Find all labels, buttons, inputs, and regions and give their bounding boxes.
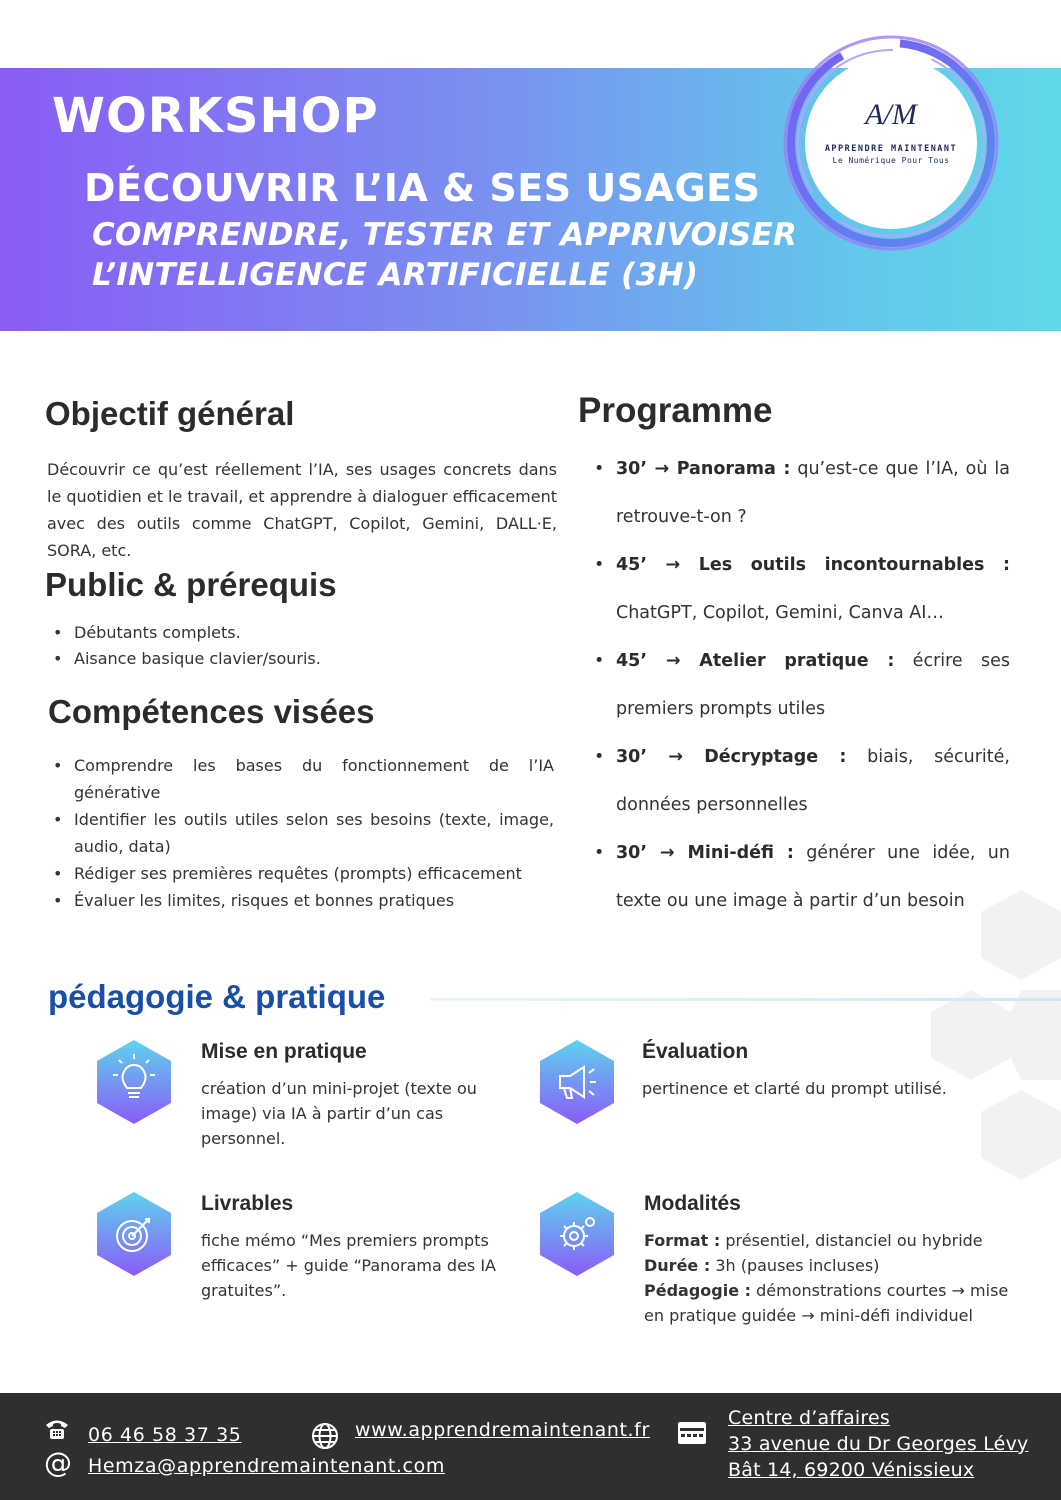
programme-item: • 30’ → Décryptage : biais, sécurité, données personnelles [594, 733, 1010, 829]
logo-tagline: Le Numérique Pour Tous [832, 156, 950, 165]
logo-name: APPRENDRE MAINTENANT [824, 144, 958, 154]
hexagon-pattern [911, 890, 1061, 1230]
mise-text: création d’un mini-projet (texte ou image) via IA à partir d’un cas personnel. [201, 1079, 477, 1148]
programme-item: • 45’ → Atelier pratique : écrire ses premiers prompts utiles [594, 637, 1010, 733]
logo-text [778, 100, 1004, 165]
programme-list [594, 445, 1010, 925]
public-heading: Public & prérequis [45, 566, 337, 603]
livrables-title: Livrables [201, 1192, 294, 1215]
mise-title: Mise en pratique [201, 1040, 367, 1063]
programme-item: • 45’ → Les outils incontournables : ChatGPT, Copilot, Gemini, Canva AI… [594, 541, 1010, 637]
objectif-text: Découvrir ce qu’est réellement l’IA, ses usages concrets dans le quotidien et le travail, et apprendre à dialoguer efficacement avec des outils comme ChatGPT, Copilot, Gemini, DALL·E, SORA, etc. [47, 460, 557, 560]
logo-monogram: A/M [865, 98, 917, 131]
competences-heading: Compétences visées [48, 693, 375, 730]
pedagogie-heading: pédagogie & pratique [48, 978, 386, 1015]
at-icon: @ [44, 1446, 72, 1479]
building-icon [677, 1420, 707, 1446]
evaluation-text: pertinence et clarté du prompt utilisé. [642, 1079, 947, 1098]
public-list [47, 620, 557, 672]
livrables-text: fiche mémo “Mes premiers prompts efficaces” + guide “Panorama des IA gratuites”. [201, 1231, 496, 1300]
footer-phone[interactable]: 06 46 58 37 35 [88, 1424, 242, 1446]
phone-icon [44, 1418, 70, 1440]
modalites-pedagogie: Pédagogie : démonstrations courtes → mise en pratique guidée → mini-défi individuel [644, 1281, 1009, 1325]
globe-icon [311, 1422, 339, 1450]
modalites-text [644, 1228, 1024, 1328]
megaphone-icon [540, 1040, 614, 1124]
modalites-format: Format : présentiel, distanciel ou hybride [644, 1231, 983, 1250]
list-item: • Identifier les outils utiles selon ses besoins (texte, image, audio, data) [47, 806, 554, 860]
workshop-subtitle: COMPRENDRE, TESTER ET APPRIVOISER L’INTELLIGENCE ARTIFICIELLE (3H) [92, 217, 798, 293]
modalites-duree: Durée : 3h (pauses incluses) [644, 1256, 880, 1275]
footer-address[interactable]: Centre d’affaires 33 avenue du Dr Georges Lévy Bât 14, 69200 Vénissieux [728, 1407, 1029, 1481]
programme-item: • 30’ → Panorama : qu’est-ce que l’IA, où la retrouve-t-on ? [594, 445, 1010, 541]
list-item: • Évaluer les limites, risques et bonnes pratiques [47, 887, 554, 914]
footer-website[interactable]: www.apprendremaintenant.fr [355, 1419, 650, 1441]
programme-item: • 30’ → Mini-défi : générer une idée, un texte ou une image à partir d’un besoin [594, 829, 1010, 925]
evaluation-title: Évaluation [642, 1040, 749, 1063]
workshop-label: WORKSHOP [52, 88, 379, 144]
section-divider [430, 998, 1061, 1001]
target-icon [97, 1192, 171, 1276]
programme-heading: Programme [578, 391, 773, 430]
list-item: • Débutants complets. [47, 620, 557, 646]
list-item: • Comprendre les bases du fonctionnement de l’IA générative [47, 752, 554, 806]
list-item: • Rédiger ses premières requêtes (prompts) efficacement [47, 860, 554, 887]
objectif-heading: Objectif général [45, 395, 295, 432]
lightbulb-icon [97, 1040, 171, 1124]
footer-email[interactable]: Hemza@apprendremaintenant.com [88, 1455, 445, 1477]
gear-icon [540, 1192, 614, 1276]
list-item: • Aisance basique clavier/souris. [47, 646, 557, 672]
workshop-title: DÉCOUVRIR L’IA & SES USAGES [84, 166, 761, 210]
competences-list [47, 752, 554, 914]
modalites-title: Modalités [644, 1192, 741, 1215]
